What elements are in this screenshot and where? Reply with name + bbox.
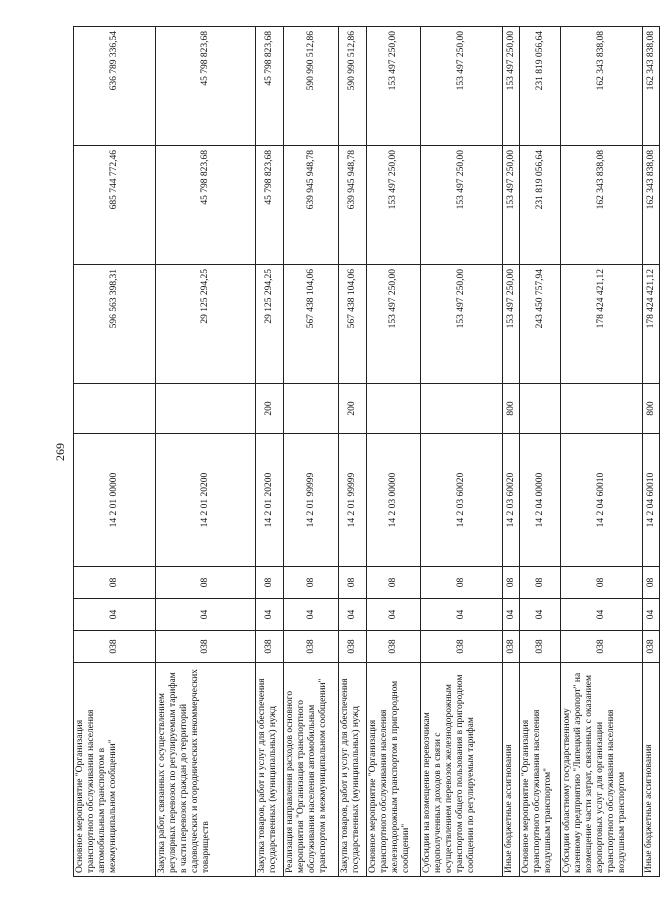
amount-year-3: 590 990 512,86 xyxy=(284,27,339,146)
amount-year-2: 639 945 948,78 xyxy=(284,146,339,265)
subsection-code: 08 xyxy=(561,567,643,599)
section-code: 04 xyxy=(503,599,520,631)
amount-year-2: 45 798 823,68 xyxy=(156,146,256,265)
subsection-code: 08 xyxy=(339,567,367,599)
expense-type-code xyxy=(520,384,561,434)
target-article-code: 14 2 01 99999 xyxy=(339,434,367,567)
expense-type-code xyxy=(74,384,156,434)
expense-type-code: 200 xyxy=(256,384,284,434)
row-name: Основное мероприятие "Организация транспортного обслуживания населения автомобильным транспортом в межмуниципальном сообщении" xyxy=(74,663,156,877)
page-number: 269 xyxy=(53,443,67,461)
section-code: 04 xyxy=(561,599,643,631)
table-row xyxy=(421,27,503,877)
amount-year-1: 29 125 294,25 xyxy=(156,265,256,384)
section-code: 04 xyxy=(643,599,660,631)
ministry-code: 038 xyxy=(74,631,156,663)
amount-year-1: 178 424 421,12 xyxy=(561,265,643,384)
subsection-code: 08 xyxy=(367,567,421,599)
target-article-code: 14 2 01 00000 xyxy=(74,434,156,567)
ministry-code: 038 xyxy=(561,631,643,663)
subsection-code: 08 xyxy=(156,567,256,599)
table-row xyxy=(74,27,156,877)
amount-year-2: 162 343 838,08 xyxy=(643,146,660,265)
table-row xyxy=(156,27,256,877)
amount-year-2: 685 744 772,46 xyxy=(74,146,156,265)
amount-year-3: 590 990 512,86 xyxy=(339,27,367,146)
expense-type-code: 800 xyxy=(643,384,660,434)
amount-year-2: 153 497 250,00 xyxy=(421,146,503,265)
amount-year-1: 29 125 294,25 xyxy=(256,265,284,384)
ministry-code: 038 xyxy=(421,631,503,663)
amount-year-2: 45 798 823,68 xyxy=(256,146,284,265)
subsection-code: 08 xyxy=(284,567,339,599)
amount-year-3: 162 343 838,08 xyxy=(561,27,643,146)
target-article-code: 14 2 04 00000 xyxy=(520,434,561,567)
table-row xyxy=(256,27,284,877)
table-row xyxy=(520,27,561,877)
amount-year-2: 153 497 250,00 xyxy=(503,146,520,265)
target-article-code: 14 2 03 60020 xyxy=(503,434,520,567)
amount-year-1: 567 438 104,06 xyxy=(284,265,339,384)
row-name: Иные бюджетные ассигнования xyxy=(503,663,520,877)
expense-type-code xyxy=(156,384,256,434)
amount-year-3: 45 798 823,68 xyxy=(256,27,284,146)
section-code: 04 xyxy=(367,599,421,631)
row-name: Закупка товаров, работ и услуг для обеспечения государственных (муниципальных) нужд xyxy=(339,663,367,877)
amount-year-2: 231 819 056,64 xyxy=(520,146,561,265)
amount-year-2: 639 945 948,78 xyxy=(339,146,367,265)
row-name: Реализация направления расходов основного мероприятия "Организация транспортного обслуживания населения автомобильным транспортом в межмуниципальном сообщении" xyxy=(284,663,339,877)
expense-type-code: 200 xyxy=(339,384,367,434)
ministry-code: 038 xyxy=(367,631,421,663)
section-code: 04 xyxy=(284,599,339,631)
amount-year-2: 162 343 838,08 xyxy=(561,146,643,265)
amount-year-1: 153 497 250,00 xyxy=(421,265,503,384)
subsection-code: 08 xyxy=(74,567,156,599)
amount-year-3: 231 819 056,64 xyxy=(520,27,561,146)
expense-type-code xyxy=(561,384,643,434)
ministry-code: 038 xyxy=(284,631,339,663)
subsection-code: 08 xyxy=(503,567,520,599)
subsection-code: 08 xyxy=(256,567,284,599)
target-article-code: 14 2 01 20200 xyxy=(156,434,256,567)
target-article-code: 14 2 01 20200 xyxy=(256,434,284,567)
row-name: Иные бюджетные ассигнования xyxy=(643,663,660,877)
target-article-code: 14 2 04 60010 xyxy=(643,434,660,567)
amount-year-3: 153 497 250,00 xyxy=(421,27,503,146)
table-row xyxy=(643,27,660,877)
table-row xyxy=(503,27,520,877)
section-code: 04 xyxy=(520,599,561,631)
subsection-code: 08 xyxy=(421,567,503,599)
amount-year-3: 153 497 250,00 xyxy=(503,27,520,146)
ministry-code: 038 xyxy=(339,631,367,663)
ministry-code: 038 xyxy=(503,631,520,663)
table-row xyxy=(367,27,421,877)
amount-year-1: 153 497 250,00 xyxy=(503,265,520,384)
expense-type-code xyxy=(421,384,503,434)
ministry-code: 038 xyxy=(643,631,660,663)
row-name: Основное мероприятие "Организация транспортного обслуживания населения воздушным транспортом" xyxy=(520,663,561,877)
expense-type-code xyxy=(367,384,421,434)
section-code: 04 xyxy=(256,599,284,631)
row-name: Закупка работ, связанных с осуществлением регулярных перевозок по регулируемым тарифам в части перевозок граждан до территорий садоводческих и огороднических некоммерческих товариществ xyxy=(156,663,256,877)
table-row xyxy=(339,27,367,877)
budget-table xyxy=(73,26,660,877)
amount-year-3: 636 789 336,54 xyxy=(74,27,156,146)
amount-year-1: 153 497 250,00 xyxy=(367,265,421,384)
amount-year-1: 567 438 104,06 xyxy=(339,265,367,384)
subsection-code: 08 xyxy=(643,567,660,599)
target-article-code: 14 2 03 00000 xyxy=(367,434,421,567)
amount-year-3: 162 343 838,08 xyxy=(643,27,660,146)
expense-type-code xyxy=(284,384,339,434)
amount-year-3: 153 497 250,00 xyxy=(367,27,421,146)
target-article-code: 14 2 03 60020 xyxy=(421,434,503,567)
amount-year-2: 153 497 250,00 xyxy=(367,146,421,265)
section-code: 04 xyxy=(156,599,256,631)
target-article-code: 14 2 01 99999 xyxy=(284,434,339,567)
table-row xyxy=(561,27,643,877)
amount-year-1: 178 424 421,12 xyxy=(643,265,660,384)
row-name: Субсидии областному государственному казенному предприятию "Липецкий аэропорт" на возмещение части затрат, связанных с оказанием аэропортовых услуг для организации транспортного обслуживания населения воздушным транспортом xyxy=(561,663,643,877)
subsection-code: 08 xyxy=(520,567,561,599)
target-article-code: 14 2 04 60010 xyxy=(561,434,643,567)
row-name: Закупка товаров, работ и услуг для обеспечения государственных (муниципальных) нужд xyxy=(256,663,284,877)
row-name: Субсидии на возмещение перевозчикам недополученных доходов в связи с осуществлением перевозок железнодорожным транспортом общего пользования в пригородном сообщении по регулируемым тарифам xyxy=(421,663,503,877)
amount-year-1: 243 450 757,94 xyxy=(520,265,561,384)
expense-type-code: 800 xyxy=(503,384,520,434)
table-row xyxy=(284,27,339,877)
section-code: 04 xyxy=(421,599,503,631)
section-code: 04 xyxy=(74,599,156,631)
row-name: Основное мероприятие "Организация транспортного обслуживания населения железнодорожным транспортом в пригородном сообщении" xyxy=(367,663,421,877)
ministry-code: 038 xyxy=(256,631,284,663)
amount-year-3: 45 798 823,68 xyxy=(156,27,256,146)
budget-table-rotated xyxy=(73,27,656,877)
section-code: 04 xyxy=(339,599,367,631)
ministry-code: 038 xyxy=(156,631,256,663)
amount-year-1: 596 563 398,31 xyxy=(74,265,156,384)
ministry-code: 038 xyxy=(520,631,561,663)
